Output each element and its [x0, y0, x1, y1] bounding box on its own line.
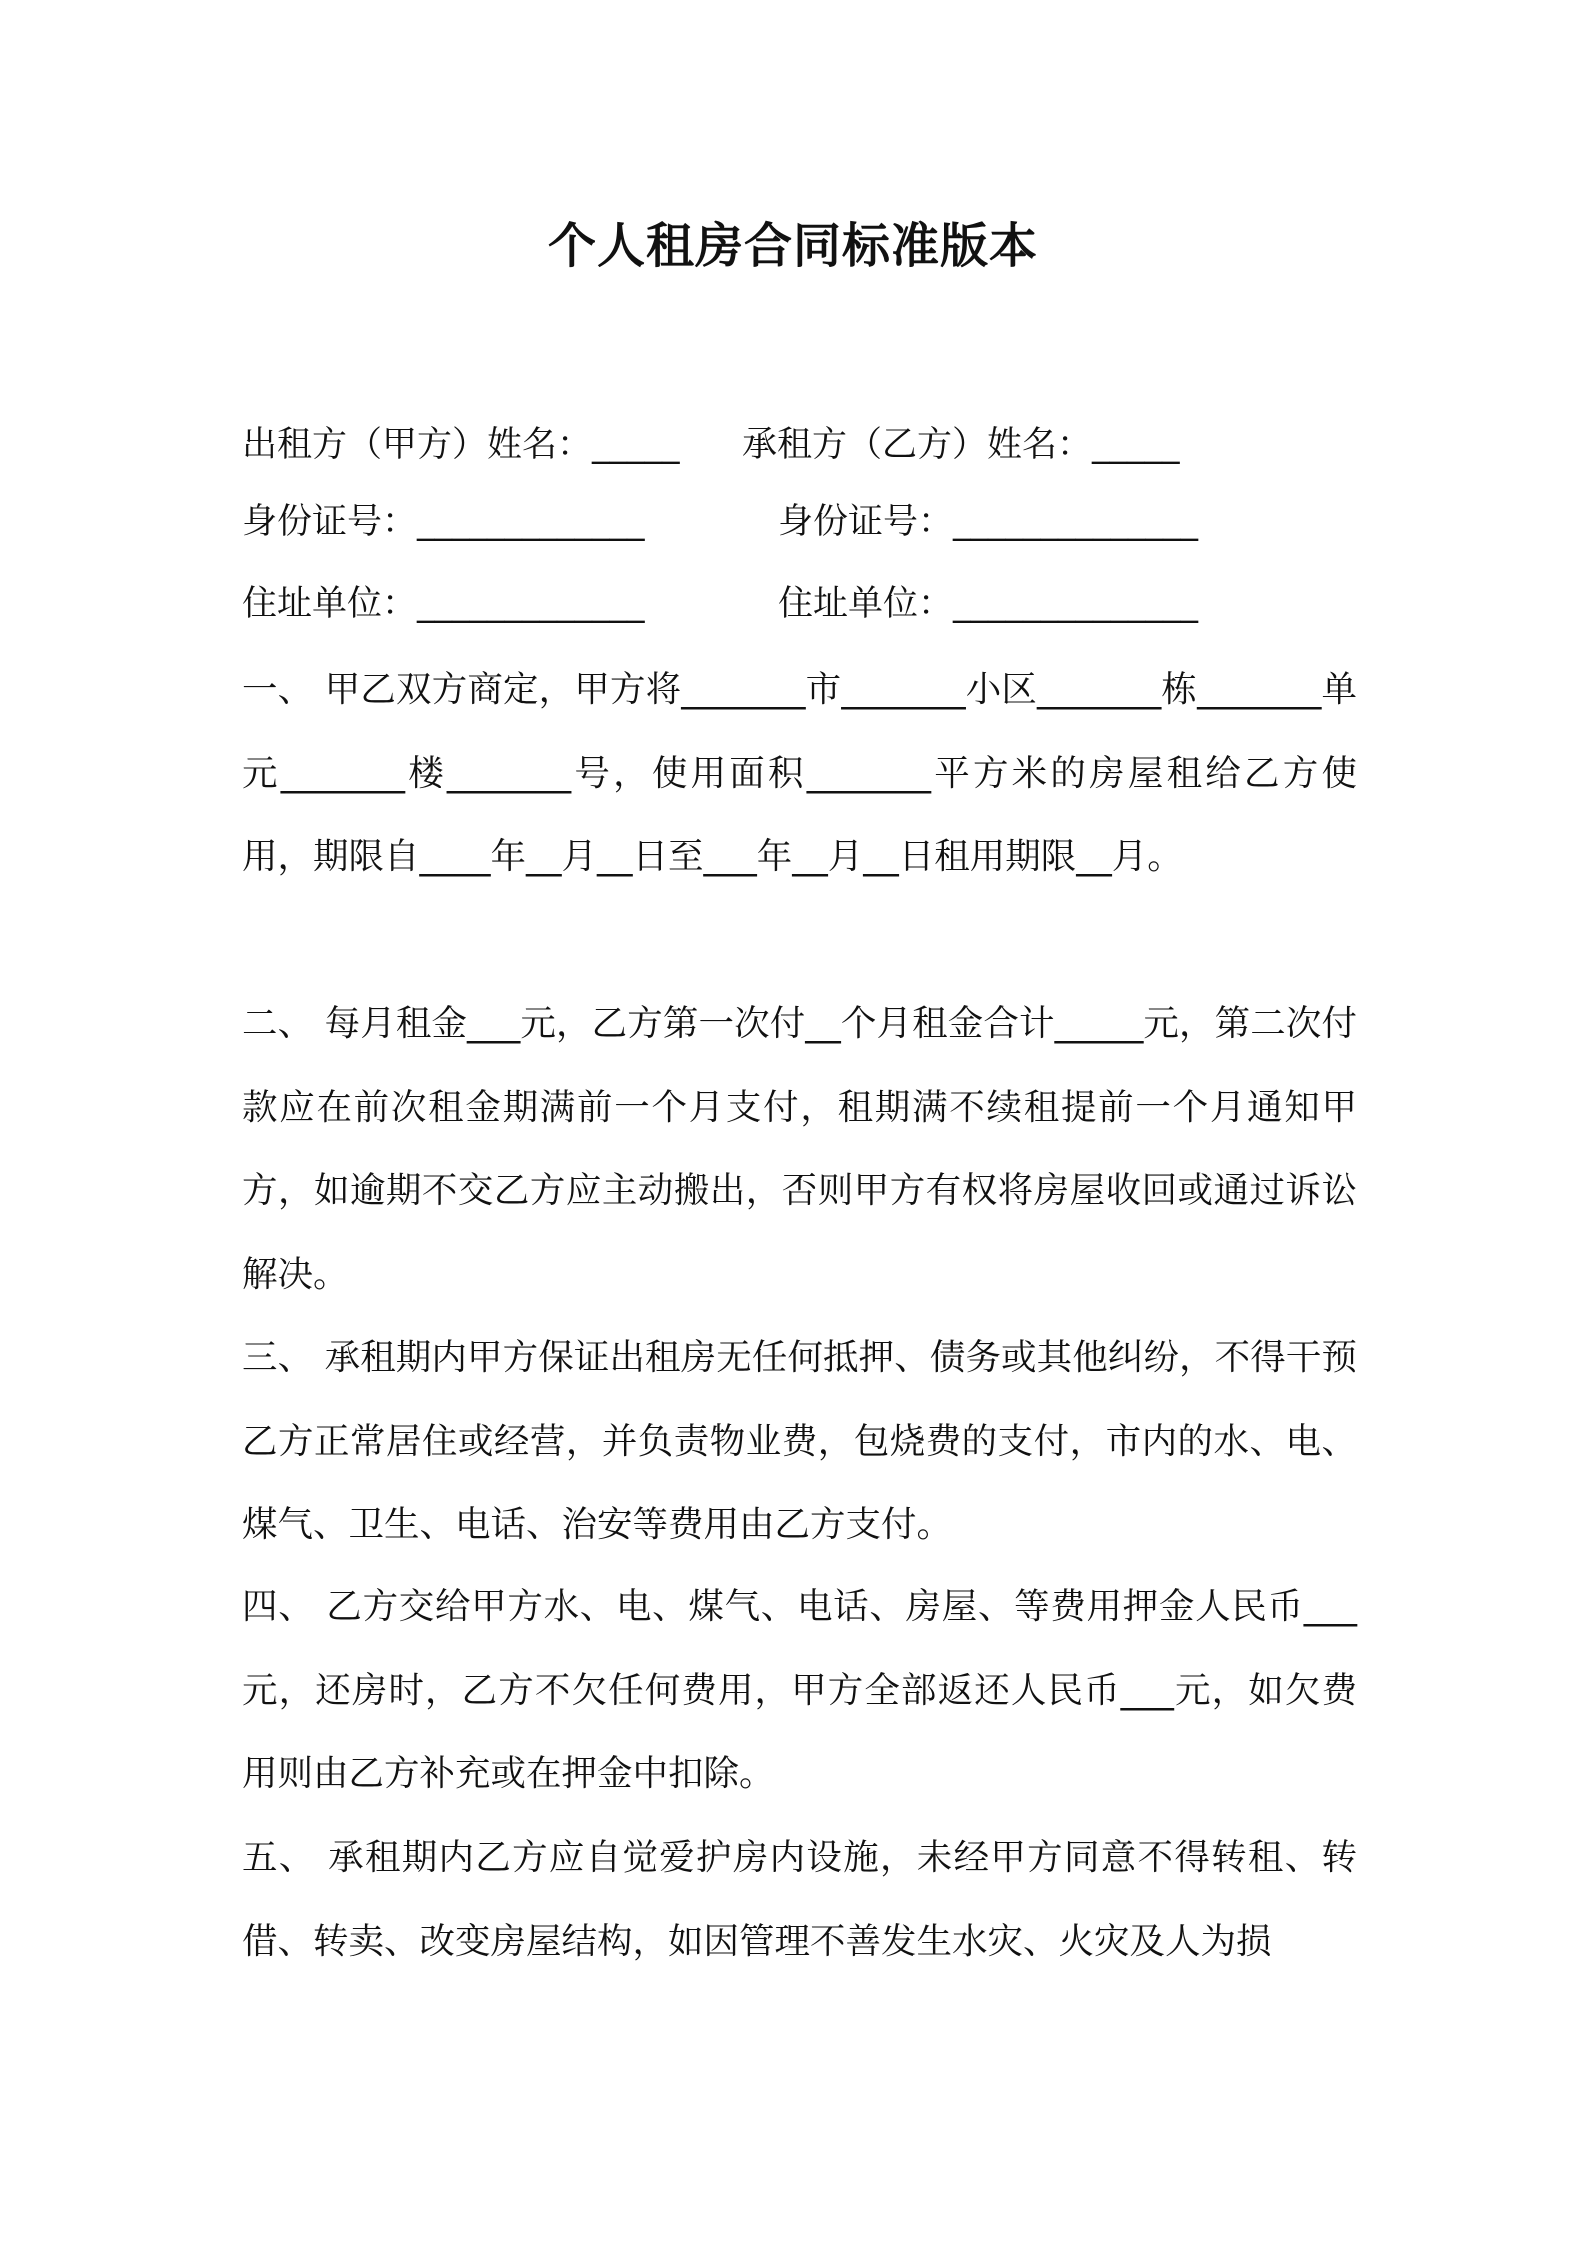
lessee-address-field: 住址单位：______________ [778, 584, 1199, 624]
clause-2: 二、 每月租金___元，乙方第一次付__个月租金合计_____元，第二次付款应在前次租金期满前一个月支付，租期满不续租提前一个月通知甲方，如逾期不交乙方应主动搬出，否则甲方有权将房屋收回或通过诉讼解决。 [242, 1003, 1357, 1295]
document-title: 个人租房合同标准版本 [547, 218, 1038, 274]
clause-1: 一、 甲乙双方商定，甲方将_______市_______小区_______栋_______单元_______楼_______号，使用面积_______平方米的房屋租给乙方使用，期限自____年__月__日至___年__月__日租用期限__月。 [242, 669, 1357, 877]
lessee-name-field: 承租方（乙方）姓名：_____ [742, 425, 1180, 465]
lessor-name-field: 出租方（甲方）姓名：_____ [242, 425, 680, 465]
lessee-id-field: 身份证号：______________ [778, 502, 1199, 542]
lessor-address-field: 住址单位：_____________ [242, 584, 645, 624]
clause-5: 五、 承租期内乙方应自觉爱护房内设施，未经甲方同意不得转租、转借、转卖、改变房屋结构，如因管理不善发生水灾、火灾及人为损 [242, 1837, 1357, 1962]
clause-3: 三、 承租期内甲方保证出租房无任何抵押、债务或其他纠纷，不得干预乙方正常居住或经营，并负责物业费，包烧费的支付，市内的水、电、煤气、卫生、电话、治安等费用由乙方支付。 [242, 1337, 1357, 1545]
lessor-id-field: 身份证号：_____________ [242, 502, 645, 542]
clause-4: 四、 乙方交给甲方水、电、煤气、电话、房屋、等费用押金人民币___元，还房时，乙方不欠任何费用，甲方全部返还人民币___元，如欠费用则由乙方补充或在押金中扣除。 [242, 1586, 1357, 1794]
